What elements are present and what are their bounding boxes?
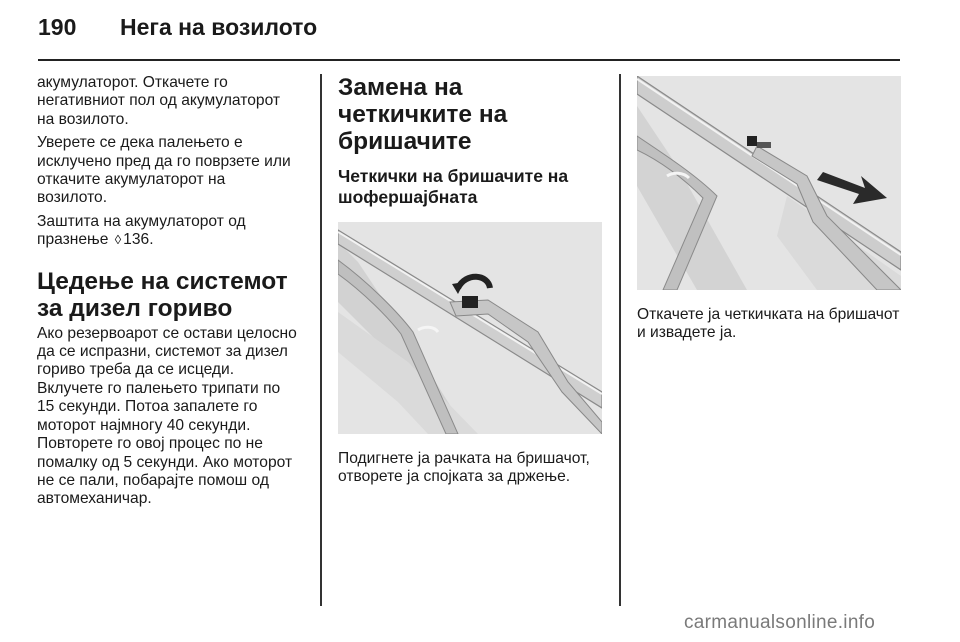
- paragraph-battery-protection: [37, 213, 299, 250]
- column-2: [338, 74, 602, 487]
- page-number: 190: [38, 14, 77, 40]
- page-title: Нега на возилото: [120, 14, 318, 40]
- clip-icon: [747, 136, 757, 146]
- paragraph-diesel-bleeding: Ако резервоарот се остави целосно да се испразни, системот за дизел гориво треба да се исцеди. Вклучете го палењето трипати по 15 секунди. Потоа запалете го моторот најмногу 40 секунди. Повторете го овој процес по не помалку од 5 секунди. Ако моторот не се пали, побарајте помош од автомеханичар.: [37, 324, 297, 508]
- paragraph-disconnect-battery: акумулаторот. Откачете го негативниот пол од акумулаторот на возилото.: [37, 74, 281, 128]
- subheading-windscreen-wipers: Четкички на бришачите на шофершајбната: [338, 166, 569, 207]
- section-heading-wiper-blades: Замена на четкичките на бришачите: [338, 74, 508, 155]
- column-divider-1: [320, 74, 322, 606]
- caption-remove-wiper-blade: Откачете ја четкичката на бришачот и извадете ја.: [637, 306, 900, 342]
- section-heading-diesel: Цедење на системот за дизел гориво: [37, 267, 288, 322]
- page-reference-icon: ◊: [114, 232, 122, 248]
- clip-icon: [462, 296, 478, 308]
- paragraph-ignition-off: Уверете се дека палењето е исклучено пред да го поврзете или откачите акумулаторот на возилото.: [37, 134, 291, 207]
- column-3: [637, 74, 901, 343]
- wiper-blade-removal-illustration: [637, 76, 901, 290]
- column-1: [37, 74, 299, 509]
- watermark: carmanualsonline.info: [684, 612, 876, 633]
- column-divider-2: [619, 74, 621, 606]
- figure-lift-wiper-arm: [338, 222, 602, 434]
- wiper-arm-lift-illustration: [338, 222, 602, 434]
- page-reference-link[interactable]: 136.: [123, 231, 154, 249]
- battery-protection-text: Заштита на акумулаторот од празнење: [37, 212, 246, 249]
- header-divider: [38, 59, 900, 61]
- caption-lift-wiper-arm: Подигнете ја рачката на бришачот, отворете ја спојката за држење.: [338, 450, 590, 486]
- figure-remove-wiper-blade: [637, 76, 901, 290]
